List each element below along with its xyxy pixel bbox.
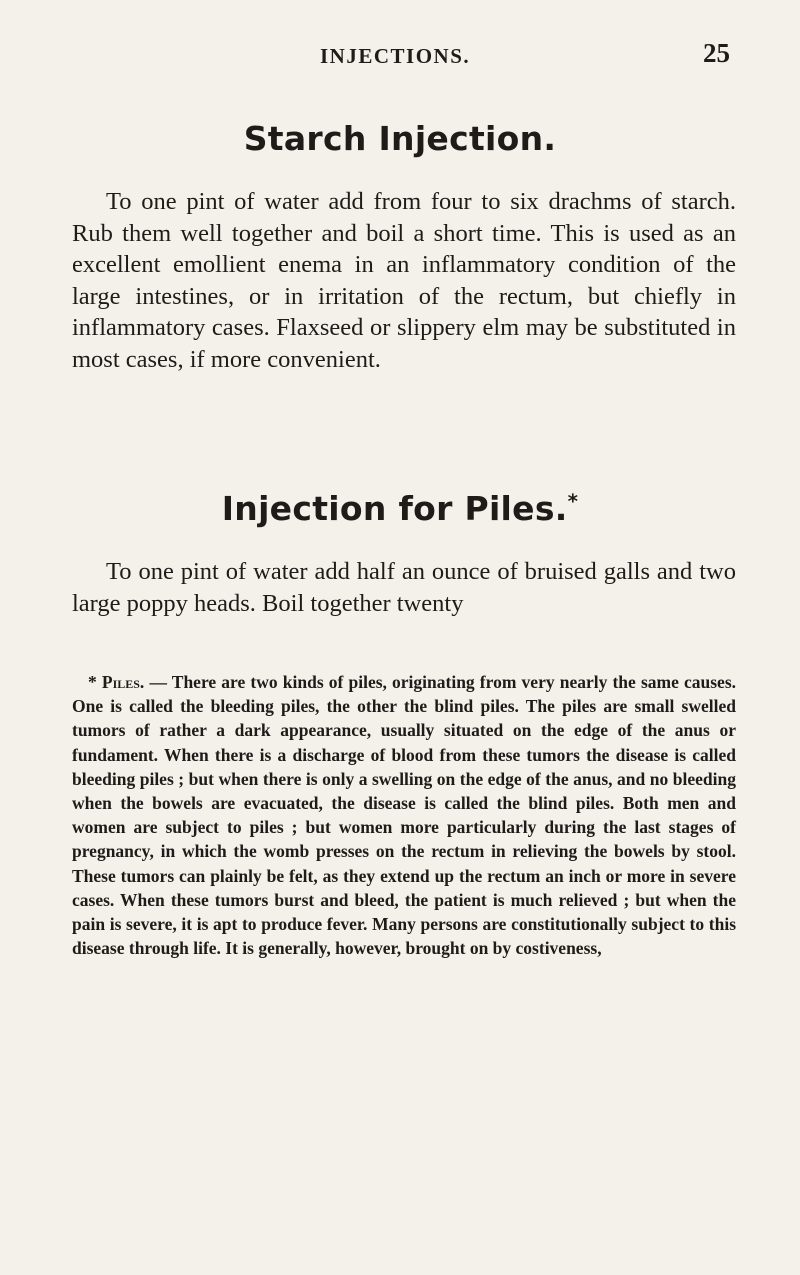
- running-header: [0, 36, 800, 76]
- page-number: 25: [703, 38, 730, 68]
- footnote: [72, 670, 736, 960]
- section-heading-injection-for-piles: [0, 489, 800, 528]
- footnote-text: There are two kinds of piles, originating from very nearly the same causes. One is called the bleeding piles, the other the blind piles. The piles are small swelled tumors of rather a dark appearance, usually situated on the edge of the anus or fundament. When there is a discharge of blood from these tumors the disease is called bleeding piles ; but when there is only a swelling on the edge of the anus, and no bleeding when the bowels are evacuated, the disease is called the blind piles. Both men and women are subject to piles ; but women more particularly during the last stages of pregnancy, in which the womb presses on the rectum in relieving the bowels by stool. These tumors can plainly be felt, as they extend up the rectum an inch or more in severe cases. When these tumors burst and bleed, the patient is much relieved ; but when the pain is severe, it is apt to produce fever. Many persons are constitutionally subject to this disease through life. It is generally, however, brought on by costiveness,: [72, 672, 737, 959]
- section-heading-text: Injection for Piles.: [221, 489, 568, 528]
- footnote-mark: *: [88, 672, 97, 692]
- footnote-dash: —: [144, 672, 172, 692]
- footnote-reference-mark: *: [567, 490, 579, 513]
- section-heading-text: Starch Injection.: [243, 119, 557, 158]
- running-title: INJECTIONS.: [320, 44, 471, 68]
- section-heading-starch-injection: [0, 119, 800, 158]
- section-paragraph-starch-injection: To one pint of water add from four to six drachms of starch. Rub them well together and boil a short time. This is used as an excellent emollient enema in an inflammatory condition of the large intestines, or in irritation of the rectum, but chiefly in inflammatory cases. Flaxseed or slippery elm may be substituted in most cases, if more convenient.: [72, 188, 736, 373]
- section-paragraph-injection-for-piles: To one pint of water add half an ounce of bruised galls and two large poppy heads. Boil together twenty: [72, 558, 736, 617]
- footnote-lead: Piles.: [101, 672, 145, 692]
